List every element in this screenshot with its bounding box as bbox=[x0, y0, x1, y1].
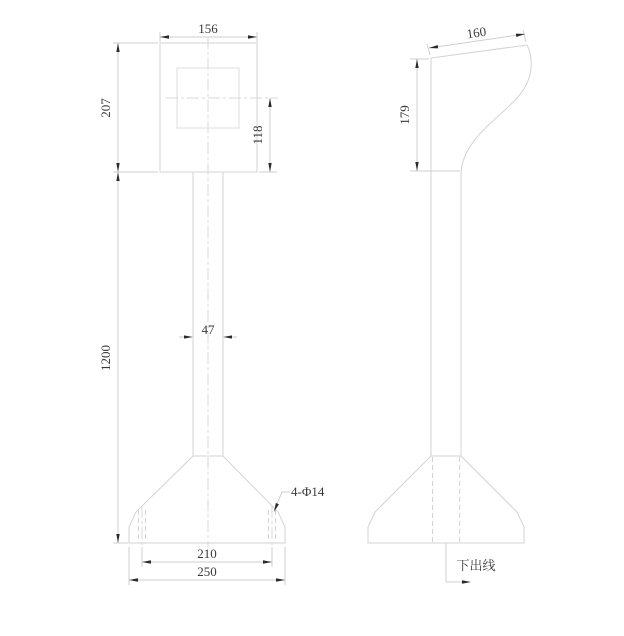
arrowhead-top bbox=[116, 43, 119, 52]
arrowhead-bottom bbox=[268, 163, 271, 172]
bolt-hole-left bbox=[139, 506, 146, 547]
dim-text-top-width: 160 bbox=[465, 23, 488, 42]
arrowhead-bottom bbox=[116, 534, 119, 543]
side-top-edge bbox=[431, 45, 527, 58]
dim-text-pole-width: 47 bbox=[201, 322, 215, 337]
dim-text-head-width: 156 bbox=[198, 21, 218, 36]
cable-note-text: 下出线 bbox=[456, 559, 496, 574]
dim-pole-width-47 bbox=[179, 322, 237, 339]
arrowhead-right bbox=[276, 578, 285, 581]
arrowhead-right bbox=[263, 560, 272, 563]
side-neck-curve bbox=[461, 45, 531, 175]
bolt-holes-callout bbox=[274, 484, 325, 512]
arrowhead-left bbox=[142, 560, 151, 563]
dim-side-head-height-179 bbox=[397, 59, 460, 171]
arrowhead-bottom bbox=[415, 162, 418, 171]
arrowhead-top bbox=[268, 98, 271, 107]
arrowhead-top bbox=[116, 172, 119, 181]
cable-exit-leader bbox=[446, 543, 496, 584]
arrowhead-right bbox=[223, 335, 232, 338]
dim-text-side-head-height: 179 bbox=[397, 105, 412, 125]
front-view bbox=[129, 37, 285, 548]
arrowhead-right bbox=[516, 34, 525, 37]
arrowhead-bottom bbox=[116, 163, 119, 172]
front-base-outline bbox=[129, 456, 285, 543]
dim-text-window-to-bottom: 118 bbox=[250, 125, 265, 145]
arrowhead-left bbox=[160, 35, 169, 38]
bolt-hole-right bbox=[269, 506, 276, 547]
dim-head-height-207 bbox=[98, 43, 158, 172]
dim-text-head-height: 207 bbox=[98, 98, 113, 118]
arrowhead-left bbox=[129, 578, 138, 581]
dim-text-bolt-spacing: 210 bbox=[197, 546, 217, 561]
bolt-holes-label: 4-Φ14 bbox=[291, 484, 325, 499]
arrowhead-top bbox=[415, 59, 418, 68]
dim-pole-length-1200 bbox=[98, 172, 128, 543]
dim-text-base-width: 250 bbox=[197, 564, 217, 579]
cable-arrowhead bbox=[462, 580, 471, 583]
arrowhead-right bbox=[248, 35, 257, 38]
arrowhead-left bbox=[184, 335, 193, 338]
arrowhead-left bbox=[429, 45, 438, 48]
dim-top-width-160 bbox=[427, 24, 526, 55]
side-view bbox=[368, 45, 531, 584]
dim-window-to-bottom-118 bbox=[250, 98, 277, 172]
side-base-outline bbox=[368, 456, 524, 543]
dim-text-pole-length: 1200 bbox=[98, 345, 113, 371]
